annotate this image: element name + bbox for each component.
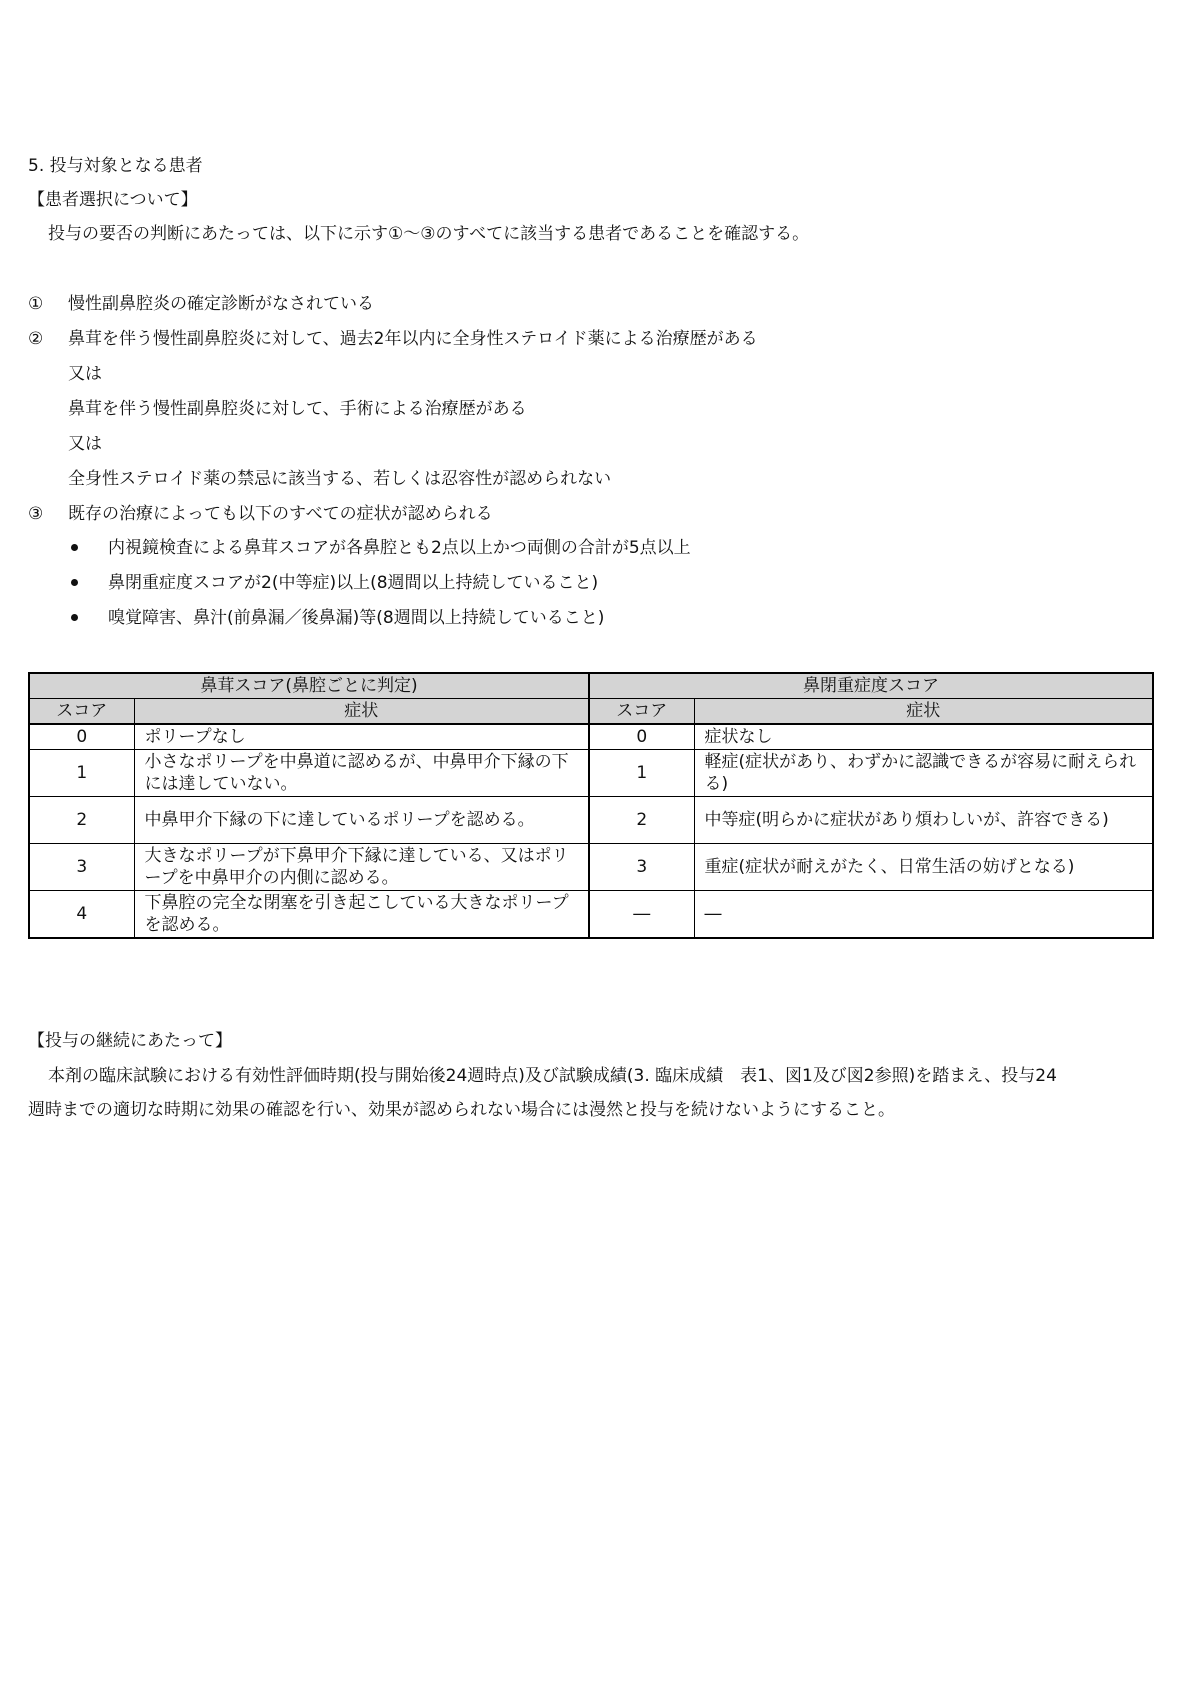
- score-table: [28, 672, 1154, 939]
- table-row: [29, 844, 1153, 891]
- polyp-symptom: 下鼻腔の完全な閉塞を引き起こしている大きなポリープを認める。: [134, 891, 589, 939]
- polyp-score: 0: [29, 724, 134, 750]
- selection-intro: 投与の要否の判断にあたっては、以下に示す①～③のすべてに該当する患者であることを確認する。: [48, 224, 810, 244]
- polyp-score: 1: [29, 750, 134, 797]
- bullet-text: 嗅覚障害、鼻汁(前鼻漏／後鼻漏)等(8週間以上持続していること): [108, 608, 605, 628]
- polyp-score-header: 鼻茸スコア(鼻腔ごとに判定): [29, 673, 589, 699]
- section-heading: 5. 投与対象となる患者: [28, 156, 203, 176]
- column-header-symptom: 症状: [694, 699, 1153, 725]
- continuation-text-line: 週時までの適切な時期に効果の確認を行い、効果が認められない場合には漫然と投与を続けないようにすること。: [28, 1100, 895, 1120]
- obstruction-score: 2: [589, 797, 694, 844]
- obstruction-score: ―: [589, 891, 694, 939]
- obstruction-symptom: 軽症(症状があり、わずかに認識できるが容易に耐えられる): [694, 750, 1153, 797]
- table-row: [29, 724, 1153, 750]
- obstruction-score: 3: [589, 844, 694, 891]
- criterion-text: 既存の治療によっても以下のすべての症状が認められる: [68, 504, 493, 524]
- continuation-title: 【投与の継続にあたって】: [28, 1031, 232, 1051]
- bullet-dot-icon: [71, 614, 78, 621]
- obstruction-score-header: 鼻閉重症度スコア: [589, 673, 1153, 699]
- criterion-text: 鼻茸を伴う慢性副鼻腔炎に対して、手術による治療歴がある: [68, 399, 527, 419]
- polyp-symptom: 小さなポリープを中鼻道に認めるが、中鼻甲介下縁の下には達していない。: [134, 750, 589, 797]
- bullet-dot-icon: [71, 579, 78, 586]
- criterion-text: 又は: [68, 434, 102, 454]
- criterion-text: 又は: [68, 364, 102, 384]
- bullet-dot-icon: [71, 544, 78, 551]
- polyp-symptom: 大きなポリープが下鼻甲介下縁に達している、又はポリープを中鼻甲介の内側に認める。: [134, 844, 589, 891]
- obstruction-symptom: 中等症(明らかに症状があり煩わしいが、許容できる): [694, 797, 1153, 844]
- criterion-text: 鼻茸を伴う慢性副鼻腔炎に対して、過去2年以内に全身性ステロイド薬による治療歴がある: [68, 329, 758, 349]
- obstruction-score: 1: [589, 750, 694, 797]
- column-header-score: スコア: [29, 699, 134, 725]
- criterion-marker: ①: [28, 294, 44, 314]
- column-header-symptom: 症状: [134, 699, 589, 725]
- table-row: [29, 750, 1153, 797]
- bullet-text: 内視鏡検査による鼻茸スコアが各鼻腔とも2点以上かつ両側の合計が5点以上: [108, 538, 691, 558]
- selection-title: 【患者選択について】: [28, 190, 198, 210]
- criterion-marker: ②: [28, 329, 44, 349]
- obstruction-symptom: 症状なし: [694, 724, 1153, 750]
- polyp-score: 4: [29, 891, 134, 939]
- column-header-score: スコア: [589, 699, 694, 725]
- polyp-symptom: 中鼻甲介下縁の下に達しているポリープを認める。: [134, 797, 589, 844]
- table-row: [29, 891, 1153, 939]
- polyp-score: 3: [29, 844, 134, 891]
- table-row: [29, 797, 1153, 844]
- obstruction-score: 0: [589, 724, 694, 750]
- criterion-text: 慢性副鼻腔炎の確定診断がなされている: [68, 294, 374, 314]
- obstruction-symptom: ―: [694, 891, 1153, 939]
- criterion-marker: ③: [28, 504, 44, 524]
- obstruction-symptom: 重症(症状が耐えがたく、日常生活の妨げとなる): [694, 844, 1153, 891]
- bullet-text: 鼻閉重症度スコアが2(中等症)以上(8週間以上持続していること): [108, 573, 599, 593]
- criterion-text: 全身性ステロイド薬の禁忌に該当する、若しくは忍容性が認められない: [68, 469, 612, 489]
- polyp-symptom: ポリープなし: [134, 724, 589, 750]
- polyp-score: 2: [29, 797, 134, 844]
- continuation-text-line: 本剤の臨床試験における有効性評価時期(投与開始後24週時点)及び試験成績(3. 臨床成績 表1、図1及び図2参照)を踏まえ、投与24: [48, 1066, 1057, 1086]
